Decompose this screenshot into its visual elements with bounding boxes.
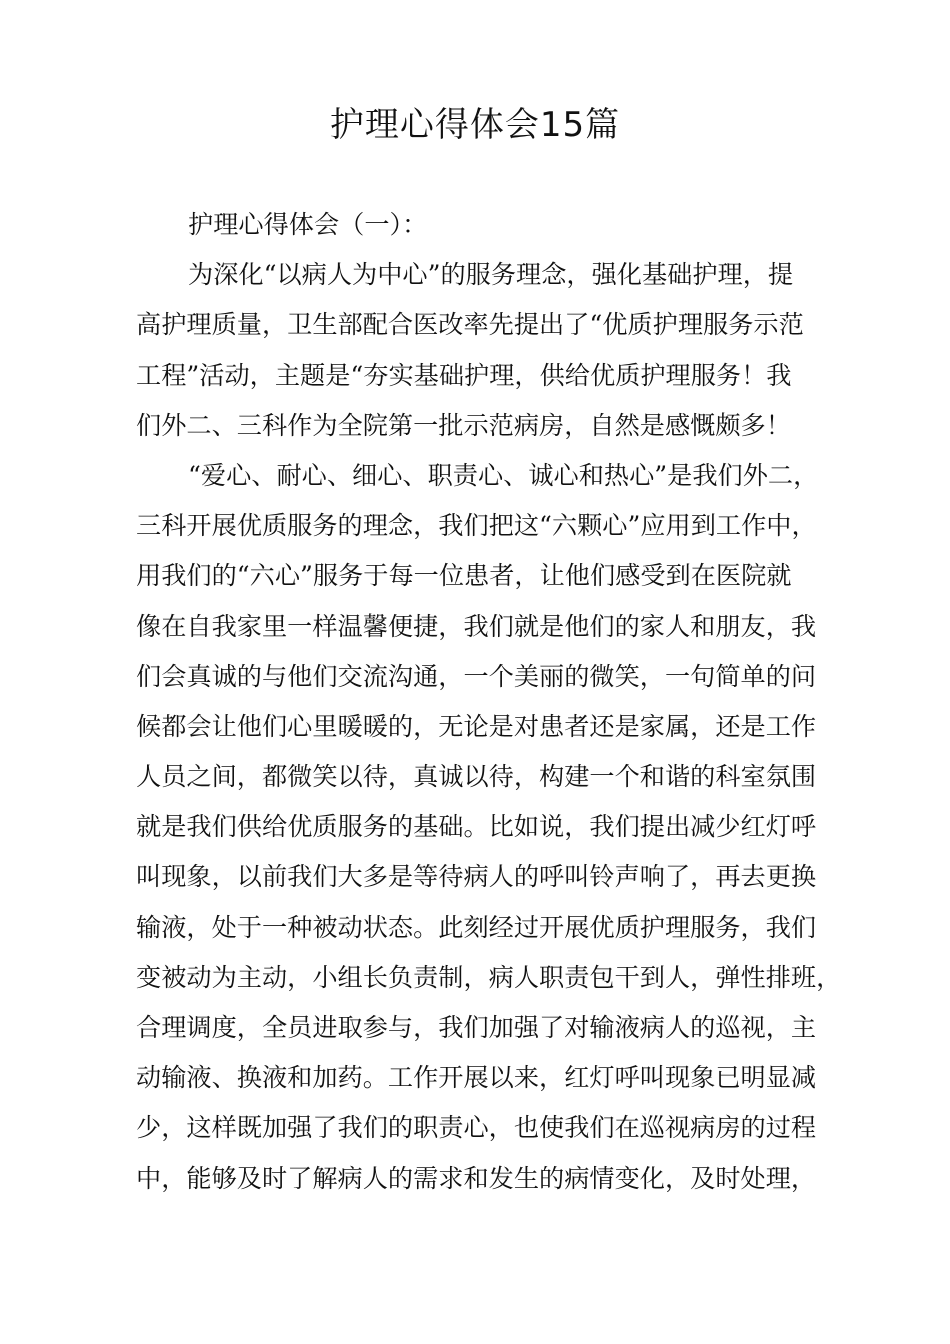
paragraph-line: 用我们的“六心”服务于每一位患者，让他们感受到在医院就	[136, 561, 792, 591]
paragraph-line: 像在自我家里一样温馨便捷，我们就是他们的家人和朋友，我	[136, 611, 817, 641]
document-body	[136, 200, 842, 1204]
paragraph-line: 三科开展优质服务的理念，我们把这“六颗心”应用到工作中，	[136, 511, 817, 541]
paragraph-line: 合理调度，全员进取参与，我们加强了对输液病人的巡视，主	[136, 1013, 817, 1042]
paragraph-line: 就是我们供给优质服务的基础。比如说，我们提出减少红灯呼	[136, 812, 817, 842]
paragraph-line: 动输液、换液和加药。工作开展以来，红灯呼叫现象已明显减	[136, 1063, 817, 1093]
paragraph-line: 工程”活动，主题是“夯实基础护理，供给优质护理服务！我	[136, 360, 792, 390]
paragraph-line: 们外二、三科作为全院第一批示范病房，自然是感慨颇多！	[136, 410, 791, 440]
paragraph-line: “爱心、耐心、细心、职责心、诚心和热心”是我们外二，	[188, 460, 819, 490]
paragraph-line: 人员之间，都微笑以待，真诚以待，构建一个和谐的科室氛围	[136, 762, 817, 792]
paragraph-line: 中，能够及时了解病人的需求和发生的病情变化，及时处理，	[136, 1163, 817, 1193]
paragraph-line: 变被动为主动，小组长负责制，病人职责包干到人，弹性排班，	[136, 962, 842, 992]
paragraph-line: 们会真诚的与他们交流沟通，一个美丽的微笑，一句简单的问	[136, 661, 817, 691]
section-heading: 护理心得体会（一）：	[188, 210, 428, 239]
paragraph-line: 叫现象，以前我们大多是等待病人的呼叫铃声响了，再去更换	[136, 862, 817, 892]
document-title: 护理心得体会15篇	[329, 105, 621, 145]
paragraph-line: 少，这样既加强了我们的职责心，也使我们在巡视病房的过程	[136, 1113, 817, 1143]
paragraph-line: 候都会让他们心里暖暖的，无论是对患者还是家属，还是工作	[136, 711, 817, 741]
paragraph-line: 为深化“以病人为中心”的服务理念，强化基础护理，提	[188, 260, 794, 290]
paragraph-line: 高护理质量，卫生部配合医改率先提出了“优质护理服务示范	[136, 310, 804, 340]
paragraph-line: 输液，处于一种被动状态。此刻经过开展优质护理服务，我们	[136, 912, 817, 942]
